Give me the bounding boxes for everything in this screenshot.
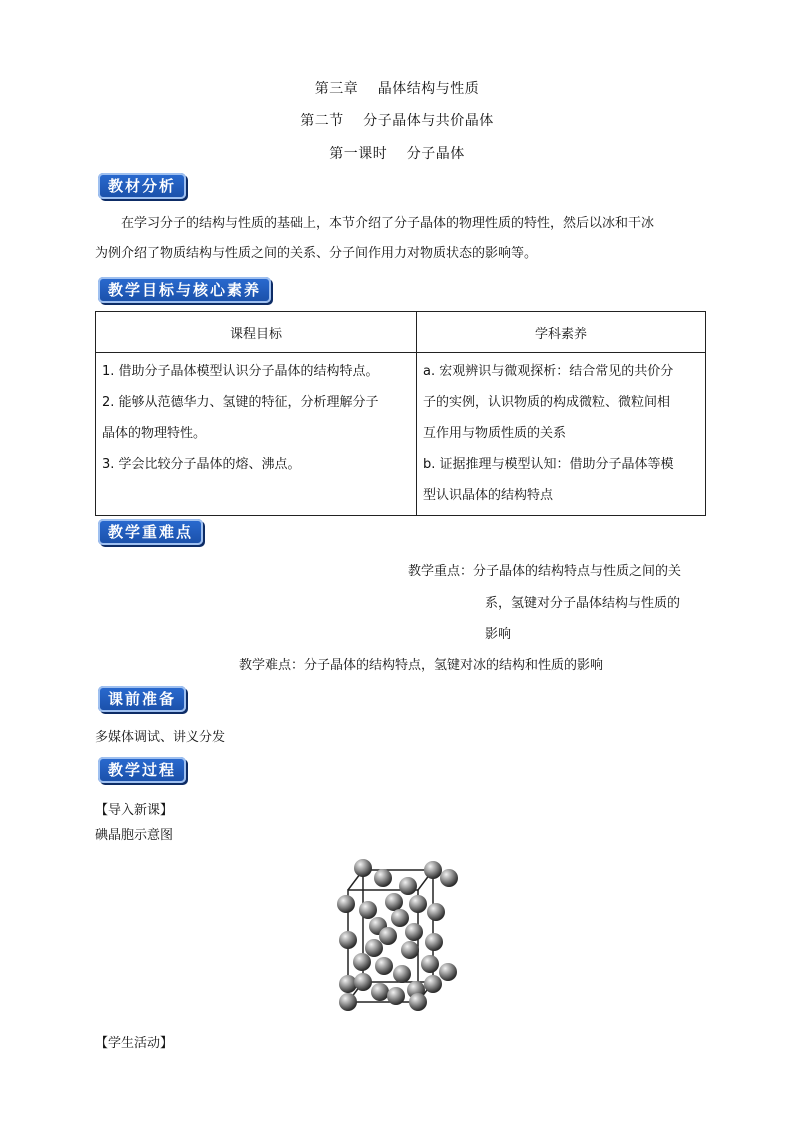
literacy-a-3: 互作用与物质性质的关系 <box>423 426 567 441</box>
literacy-a-2: 子的实例，认识物质的构成微粒、微粒间相 <box>423 395 671 410</box>
goals-table-row <box>96 353 706 516</box>
badge-preparation: 课前准备 <box>98 686 186 712</box>
badge-process: 教学过程 <box>98 757 186 783</box>
key-point-line-1: 教学重点：分子晶体的结构特点与性质之间的关 <box>408 564 682 579</box>
iodine-unit-cell-figure <box>318 852 468 1022</box>
key-point-line-2: 系，氢键对分子晶体结构与性质的 <box>485 596 681 611</box>
literacy-cell <box>417 353 706 516</box>
course-goal-2: 2. 能够从范德华力、氢键的特征，分析理解分子 <box>102 395 379 410</box>
course-goal-1: 1. 借助分子晶体模型认识分子晶体的结构特点。 <box>102 364 379 379</box>
course-goals-cell <box>96 353 417 516</box>
literacy-a-1: a. 宏观辨识与微观探析：结合常见的共价分 <box>423 364 674 379</box>
chapter-title: 第三章 晶体结构与性质 <box>314 81 480 97</box>
badge-goals: 教学目标与核心素养 <box>98 277 271 303</box>
badge-textbook-analysis: 教材分析 <box>98 173 186 199</box>
intro-label: 【导入新课】 <box>95 803 174 818</box>
difficulty-line: 教学难点：分子晶体的结构特点，氢键对冰的结构和性质的影响 <box>239 658 604 673</box>
literacy-b-1: b. 证据推理与模型认知：借助分子晶体等模 <box>423 457 674 472</box>
goals-table-header <box>96 312 706 353</box>
header-literacy: 学科素养 <box>417 312 706 353</box>
activity-label: 【学生活动】 <box>95 1036 174 1051</box>
section-title: 第二节 分子晶体与共价晶体 <box>300 113 494 129</box>
lesson-title: 第一课时 分子晶体 <box>329 146 465 162</box>
header-course-goals: 课程目标 <box>96 312 417 353</box>
badge-key-points: 教学重难点 <box>98 519 203 545</box>
literacy-b-2: 型认识晶体的结构特点 <box>423 488 554 503</box>
iodine-atoms <box>337 859 458 1011</box>
course-goal-2-cont: 晶体的物理特性。 <box>102 426 207 441</box>
analysis-line-1: 在学习分子的结构与性质的基础上，本节介绍了分子晶体的物理性质的特性，然后以冰和干冰 <box>121 216 655 231</box>
analysis-line-2: 为例介绍了物质结构与性质之间的关系、分子间作用力对物质状态的影响等。 <box>95 246 538 261</box>
course-goal-3: 3. 学会比较分子晶体的熔、沸点。 <box>102 457 301 472</box>
goals-table <box>95 311 706 516</box>
key-point-line-3: 影响 <box>485 627 512 642</box>
figure-caption: 碘晶胞示意图 <box>95 828 174 843</box>
preparation-text: 多媒体调试、讲义分发 <box>95 730 226 745</box>
